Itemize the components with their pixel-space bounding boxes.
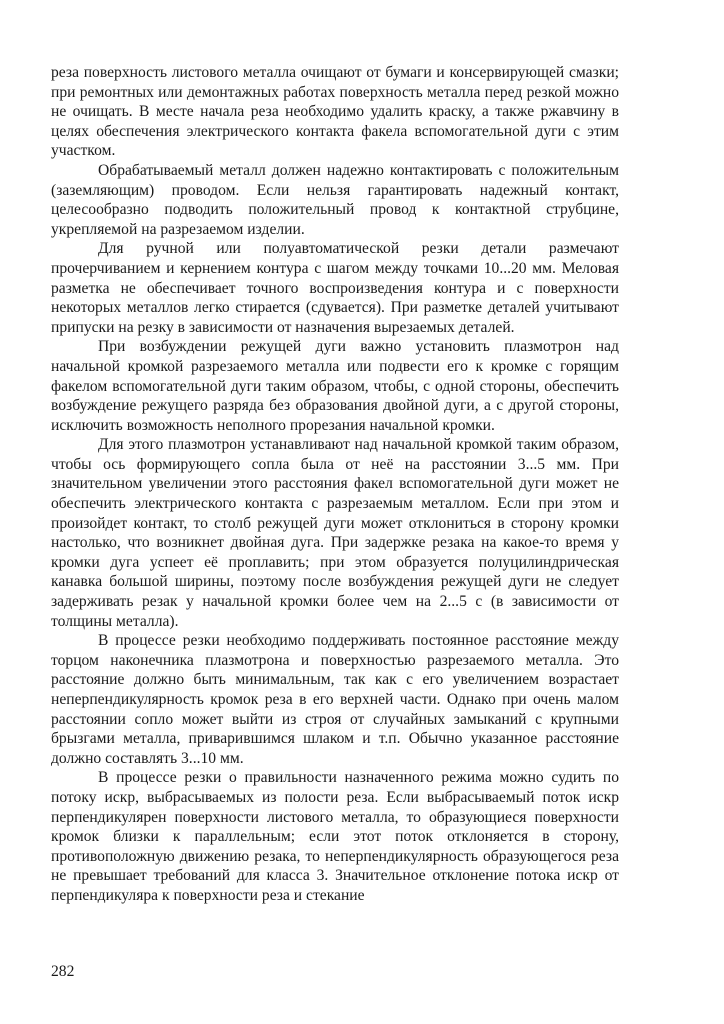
paragraph: В процессе резки необходимо поддерживать постоянное расстояние между торцом наконечника плазмотрона и поверхностью разрезаемого металла. Это расстояние должно быть минимальным, так как с его увеличением возрастает неперпендикулярность кромок реза в его верхней части. Однако при очень малом расстоянии сопло может выйти из строя от случайных замыканий с крупными брызгами металла, приварившимся шлаком и т.п. Обычно указанное расстояние должно составлять 3...10 мм. (51, 632, 619, 767)
paragraph: В процессе резки о правильности назначенного режима можно судить по потоку искр, выбрасываемых из полости реза. Если выбрасываемый поток искр перпендикулярен поверхности листового металла, то образующиеся поверхности кромок близки к параллельным; если этот поток отклоняется в сторону, противоположную движению резака, то неперпендикулярность образующегося реза не превышает требований для класса 3. Значительное отклонение потока искр от перпендикуляра к поверхности реза и стекание (51, 769, 619, 904)
page-number: 282 (51, 963, 75, 980)
paragraph: Для ручной или полуавтоматической резки детали размечают прочерчиванием и кернением контура с шагом между точками 10...20 мм. Меловая разметка не обеспечивает точного воспроизведения контура и с поверхности некоторых металлов легко стирается (сдувается). При разметке деталей учитывают припуски на резку в зависимости от назначения вырезаемых деталей. (51, 240, 619, 336)
paragraph: Для этого плазмотрон устанавливают над начальной кромкой таким образом, чтобы ось формирующего сопла была от неё на расстоянии 3...5 мм. При значительном увеличении этого расстояния факел вспомогательной дуги может не обеспечить электрического контакта с разрезаемым металлом. Если при этом и произойдет контакт, то столб режущей дуги может отклониться в сторону кромки настолько, что возникнет двойная дуга. При задержке резака на какое-то время у кромки дуга успеет её проплавить; при этом образуется полуцилиндрическая канавка большой ширины, поэтому после возбуждения режущей дуги не следует задерживать резак у начальной кромки более чем на 2...5 с (в зависимости от толщины металла). (51, 436, 619, 630)
paragraph-continuation: реза поверхность листового металла очищают от бумаги и консервирующей смазки; при ремонтных или демонтажных работах поверхность металла перед резкой можно не очищать. В месте начала реза необходимо удалить краску, а также ржавчину в целях обеспечения электрического контакта факела вспомогательной дуги с этим участком. (51, 64, 619, 160)
paragraph: При возбуждении режущей дуги важно установить плазмотрон над начальной кромкой разрезаемого металла или подвести его к кромке с горящим факелом вспомогательной дуги таким образом, чтобы, с одной стороны, обеспечить возбуждение режущего разряда без образования двойной дуги, а с другой стороны, исключить возможность неполного прорезания начальной кромки. (51, 338, 619, 434)
paragraph: Обрабатываемый металл должен надежно контактировать с положительным (заземляющим) проводом. Если нельзя гарантировать надежный контакт, целесообразно подводить положительный провод к контактной струбцине, укрепляемой на разрезаемом изделии. (51, 161, 619, 238)
body-text (51, 63, 619, 906)
